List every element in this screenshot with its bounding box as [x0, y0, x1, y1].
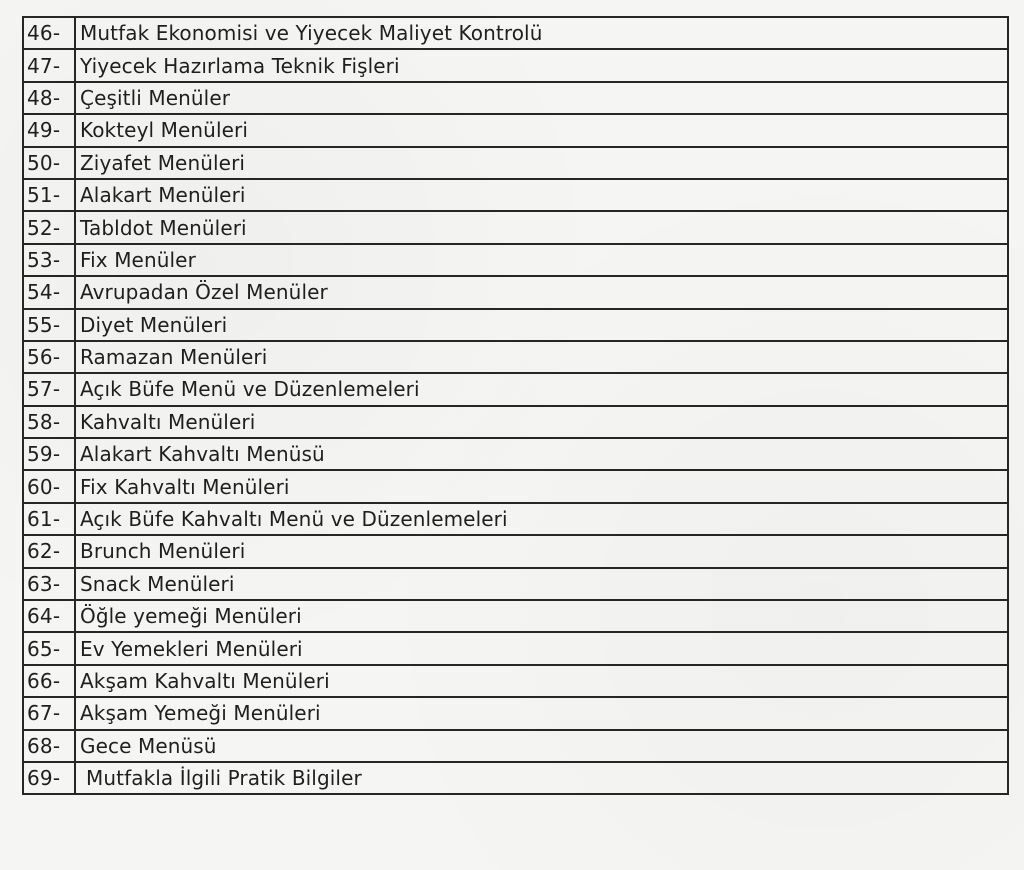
item-number: 46- — [23, 17, 75, 49]
table-row — [23, 276, 1008, 308]
table-row — [23, 373, 1008, 405]
item-title: Kokteyl Menüleri — [75, 114, 1008, 146]
item-title: Fix Kahvaltı Menüleri — [75, 470, 1008, 502]
item-title: Snack Menüleri — [75, 568, 1008, 600]
item-number: 47- — [23, 49, 75, 81]
item-number: 63- — [23, 568, 75, 600]
table-row — [23, 17, 1008, 49]
item-number: 60- — [23, 470, 75, 502]
item-number: 67- — [23, 697, 75, 729]
table-row — [23, 697, 1008, 729]
item-number: 61- — [23, 503, 75, 535]
item-title: Fix Menüler — [75, 244, 1008, 276]
table-row — [23, 341, 1008, 373]
table-row — [23, 568, 1008, 600]
item-title: Akşam Kahvaltı Menüleri — [75, 665, 1008, 697]
item-number: 66- — [23, 665, 75, 697]
item-number: 51- — [23, 179, 75, 211]
item-number: 52- — [23, 211, 75, 243]
item-title: Gece Menüsü — [75, 730, 1008, 762]
item-number: 54- — [23, 276, 75, 308]
item-title: Öğle yemeği Menüleri — [75, 600, 1008, 632]
table-row — [23, 49, 1008, 81]
item-title: Tabldot Menüleri — [75, 211, 1008, 243]
item-title: Ramazan Menüleri — [75, 341, 1008, 373]
table-row — [23, 211, 1008, 243]
table-row — [23, 762, 1008, 794]
table-row — [23, 632, 1008, 664]
item-title: Mutfak Ekonomisi ve Yiyecek Maliyet Kontrolü — [75, 17, 1008, 49]
item-number: 53- — [23, 244, 75, 276]
item-title: Açık Büfe Kahvaltı Menü ve Düzenlemeleri — [75, 503, 1008, 535]
table-row — [23, 147, 1008, 179]
item-number: 59- — [23, 438, 75, 470]
table-row — [23, 309, 1008, 341]
table-row — [23, 179, 1008, 211]
item-number: 48- — [23, 82, 75, 114]
item-title: Avrupadan Özel Menüler — [75, 276, 1008, 308]
contents-table-body — [23, 17, 1008, 794]
table-row — [23, 406, 1008, 438]
table-row — [23, 470, 1008, 502]
item-title: Akşam Yemeği Menüleri — [75, 697, 1008, 729]
table-row — [23, 503, 1008, 535]
item-number: 57- — [23, 373, 75, 405]
table-row — [23, 82, 1008, 114]
item-title: Ziyafet Menüleri — [75, 147, 1008, 179]
item-number: 62- — [23, 535, 75, 567]
table-row — [23, 114, 1008, 146]
item-title: Alakart Menüleri — [75, 179, 1008, 211]
item-title: Kahvaltı Menüleri — [75, 406, 1008, 438]
table-row — [23, 535, 1008, 567]
item-number: 69- — [23, 762, 75, 794]
item-title: Çeşitli Menüler — [75, 82, 1008, 114]
item-number: 55- — [23, 309, 75, 341]
item-title: Diyet Menüleri — [75, 309, 1008, 341]
item-number: 64- — [23, 600, 75, 632]
item-number: 49- — [23, 114, 75, 146]
table-row — [23, 665, 1008, 697]
item-number: 58- — [23, 406, 75, 438]
item-title: Mutfakla İlgili Pratik Bilgiler — [75, 762, 1008, 794]
item-title: Ev Yemekleri Menüleri — [75, 632, 1008, 664]
item-title: Alakart Kahvaltı Menüsü — [75, 438, 1008, 470]
item-title: Yiyecek Hazırlama Teknik Fişleri — [75, 49, 1008, 81]
item-title: Açık Büfe Menü ve Düzenlemeleri — [75, 373, 1008, 405]
item-number: 56- — [23, 341, 75, 373]
item-title: Brunch Menüleri — [75, 535, 1008, 567]
table-row — [23, 438, 1008, 470]
table-row — [23, 730, 1008, 762]
item-number: 68- — [23, 730, 75, 762]
table-row — [23, 600, 1008, 632]
item-number: 65- — [23, 632, 75, 664]
contents-table — [22, 16, 1009, 795]
table-row — [23, 244, 1008, 276]
item-number: 50- — [23, 147, 75, 179]
